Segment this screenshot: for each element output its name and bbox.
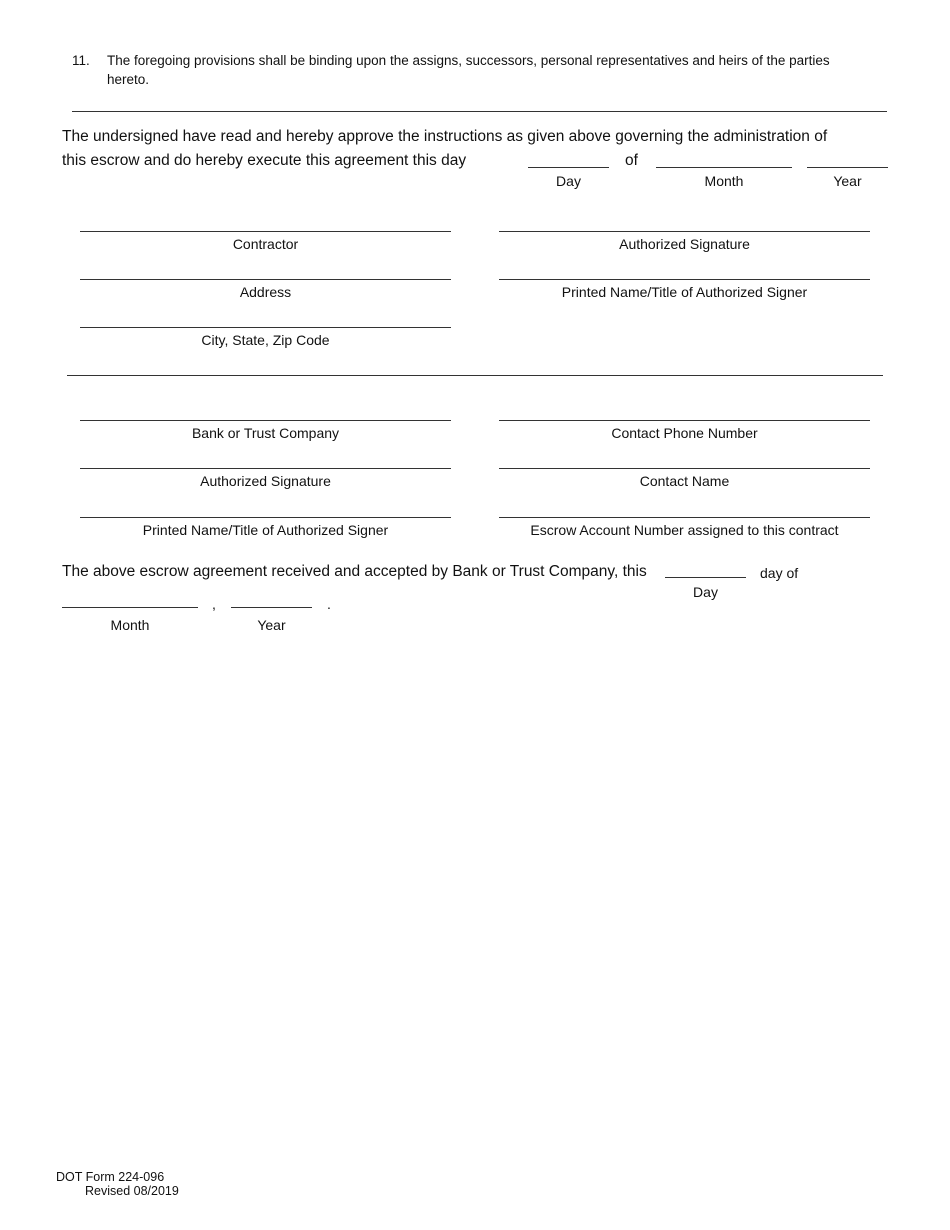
bank-printed-name-label: Printed Name/Title of Authorized Signer xyxy=(142,522,389,538)
acceptance-day-field[interactable] xyxy=(665,577,746,578)
contact-name-label: Contact Name xyxy=(639,473,730,489)
approval-text-line1: The undersigned have read and hereby approve the instructions as given above governing the administration of xyxy=(62,128,828,145)
contractor-printed-name-field[interactable] xyxy=(499,279,870,280)
acceptance-comma: , xyxy=(212,596,216,612)
section-divider xyxy=(67,375,883,376)
bank-printed-name-field[interactable] xyxy=(80,517,451,518)
approval-day-field[interactable] xyxy=(528,167,609,168)
approval-year-label: Year xyxy=(833,173,862,189)
acceptance-year-label: Year xyxy=(257,617,286,633)
provision-text-line1: The foregoing provisions shall be binding upon the assigns, successors, personal representatives and heirs of the parties xyxy=(107,53,830,68)
acceptance-day-label: Day xyxy=(693,584,718,600)
contact-phone-label: Contact Phone Number xyxy=(611,425,758,441)
contractor-city-state-zip-label: City, State, Zip Code xyxy=(201,332,330,348)
form-number: DOT Form 224-096 xyxy=(56,1170,165,1184)
approval-text-line2: this escrow and do hereby execute this agreement this day xyxy=(62,152,467,169)
contractor-label: Contractor xyxy=(232,236,299,252)
bank-authorized-signature-label: Authorized Signature xyxy=(200,473,331,489)
acceptance-year-field[interactable] xyxy=(231,607,312,608)
approval-year-field[interactable] xyxy=(807,167,888,168)
approval-month-label: Month xyxy=(704,173,744,189)
escrow-account-number-label: Escrow Account Number assigned to this contract xyxy=(530,522,839,538)
contact-name-field[interactable] xyxy=(499,468,870,469)
bank-authorized-signature-field[interactable] xyxy=(80,468,451,469)
approval-day-label: Day xyxy=(556,173,581,189)
bank-name-field[interactable] xyxy=(80,420,451,421)
contractor-field[interactable] xyxy=(80,231,451,232)
acceptance-month-field[interactable] xyxy=(62,607,198,608)
contractor-authorized-signature-field[interactable] xyxy=(499,231,870,232)
acceptance-day-of-text: day of xyxy=(760,565,799,581)
acceptance-text: The above escrow agreement received and accepted by Bank or Trust Company, this xyxy=(62,563,647,580)
escrow-account-number-field[interactable] xyxy=(499,517,870,518)
provision-number: 11. xyxy=(72,53,90,68)
approval-of-text: of xyxy=(625,152,638,169)
contractor-printed-name-label: Printed Name/Title of Authorized Signer xyxy=(561,284,808,300)
contractor-address-label: Address xyxy=(239,284,292,300)
bank-name-label: Bank or Trust Company xyxy=(191,425,340,441)
contractor-address-field[interactable] xyxy=(80,279,451,280)
acceptance-period: . xyxy=(327,596,331,612)
provision-text-line2: hereto. xyxy=(107,72,150,87)
contractor-authorized-signature-label: Authorized Signature xyxy=(619,236,750,252)
acceptance-month-label: Month xyxy=(110,617,150,633)
approval-month-field[interactable] xyxy=(656,167,792,168)
contact-phone-field[interactable] xyxy=(499,420,870,421)
revision-date: Revised 08/2019 xyxy=(85,1184,179,1198)
section-divider xyxy=(72,111,887,112)
contractor-city-state-zip-field[interactable] xyxy=(80,327,451,328)
